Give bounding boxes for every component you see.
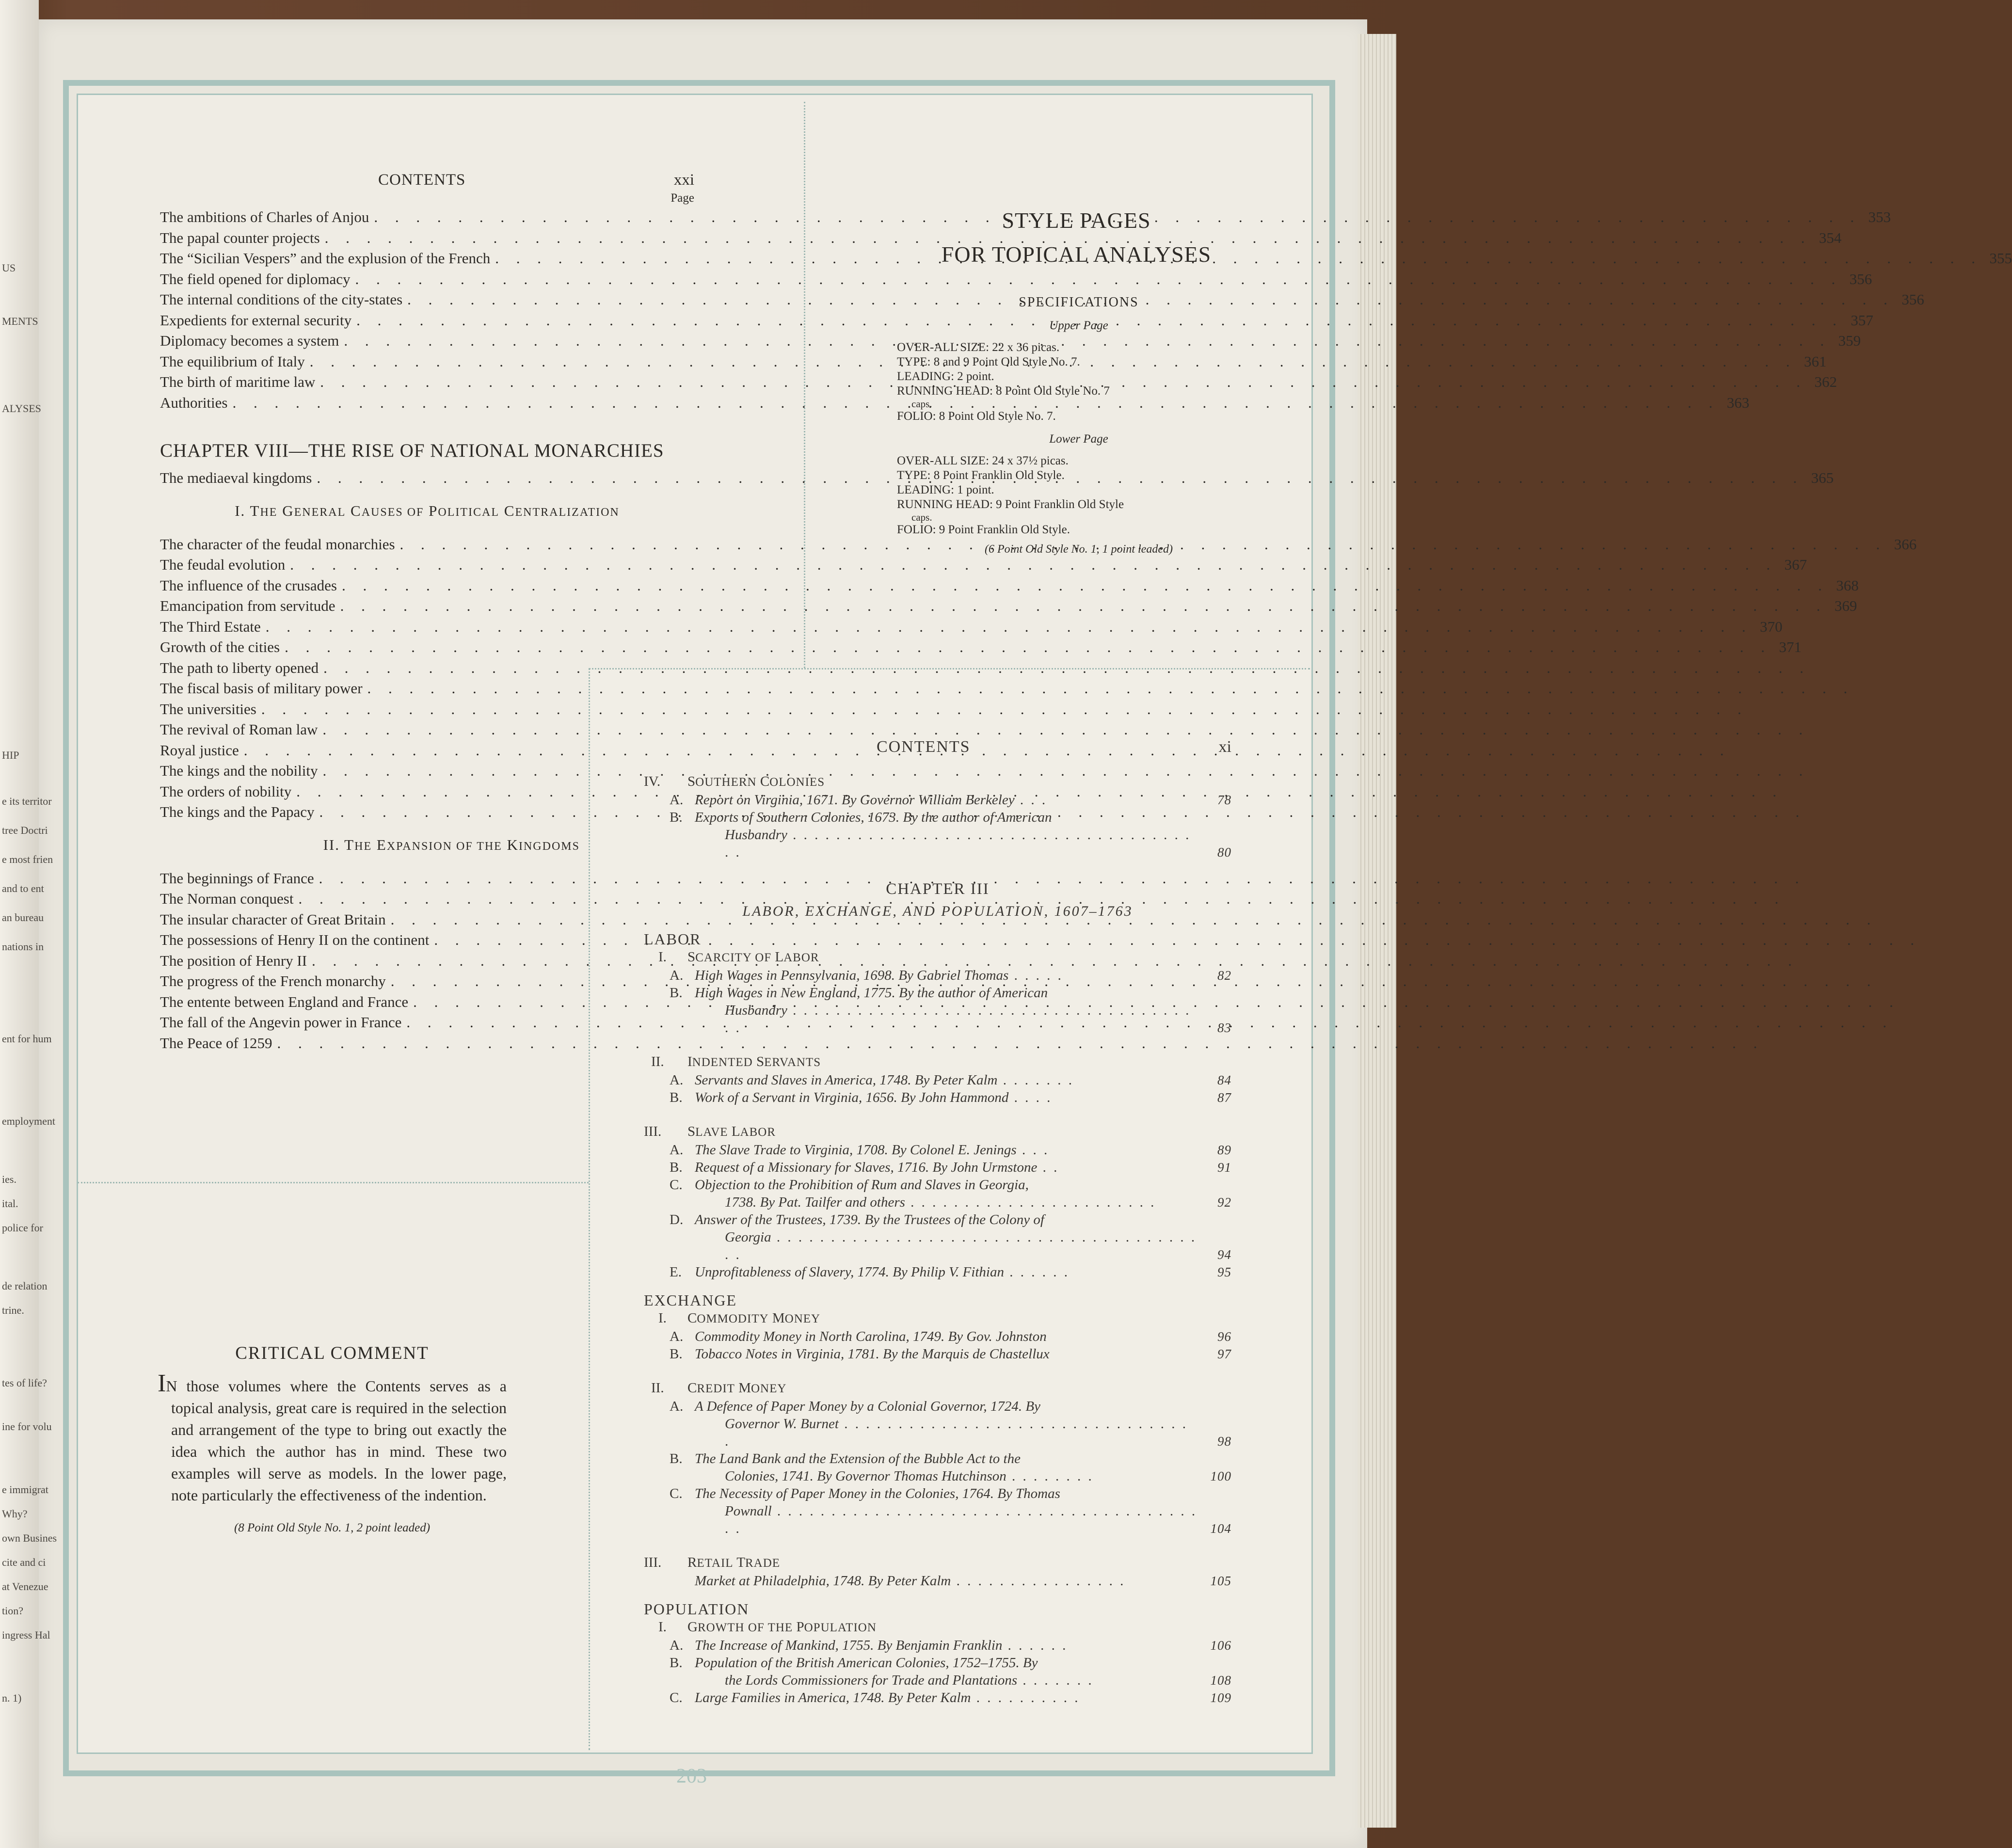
contents-entry: B. Request of a Missionary for Slaves, 1716. By John Urmstone . . 91 [670, 1160, 1231, 1175]
contents-entry-continued: Pownall . . . . . . . . . . . . . . . . . . . . . . . . . . . . . . . . . . . . . . . . . 104 [725, 1503, 1231, 1536]
contents-entry: A. Report on Virginia, 1671. By Governor William Berkeley . . . 78 [670, 792, 1231, 808]
spec-note: (6 Point Old Style No. 1, 1 point leaded) [985, 543, 1173, 556]
chapter-subtitle: LABOR, EXCHANGE, AND POPULATION, 1607–1763 [742, 903, 1133, 919]
running-head [644, 732, 1231, 756]
contents-entry: C. Objection to the Prohibition of Rum and Slaves in Georgia, [670, 1177, 1029, 1193]
facing-page-fragment: ent for hum [2, 1033, 52, 1045]
running-head-title: CONTENTS [877, 738, 971, 756]
toc-entry: Royal justice . . . [160, 740, 578, 761]
facing-page-fragment: employment [2, 1115, 55, 1127]
facing-page-fragment: ine for volu [2, 1420, 52, 1433]
folio: xxi [673, 171, 694, 189]
contents-entry: D. Answer of the Trustees, 1739. By the Trustees of the Colony of [670, 1212, 1044, 1227]
toc-entry: The mediaeval kingdoms . . . 365 [160, 468, 694, 489]
section-heading: II. THE EXPANSION OF THE KINGDOMS [323, 836, 580, 853]
facing-page-fragment: an bureau [2, 911, 44, 924]
facing-page-fragment: HIP [2, 749, 19, 761]
facing-page-fragment: US [2, 262, 16, 274]
style-pages-block [897, 204, 1227, 556]
contents-entry: B. The Land Bank and the Extension of the Bubble Act to the [670, 1451, 1021, 1466]
toc-entry: The Peace of 1259 . . . [160, 1033, 578, 1054]
toc-entry: The feudal evolution . . . 367 [160, 555, 694, 575]
contents-entry: B. Work of a Servant in Virginia, 1656. By John Hammond . . . . 87 [670, 1090, 1231, 1105]
toc-entry: The universities . . . [160, 699, 578, 720]
toc-entry: The position of Henry II . . . [160, 951, 578, 972]
facing-page-fragment: MENTS [2, 315, 38, 327]
toc-entry: The revival of Roman law . . . [160, 719, 578, 740]
toc-entry: The entente between England and France . . . [160, 992, 578, 1013]
facing-page-fragment: and to ent [2, 882, 44, 894]
section-heading: II. INDENTED SERVANTS [651, 1054, 821, 1069]
contents-entry: A. The Increase of Mankind, 1755. By Benjamin Franklin . . . . . . 106 [670, 1638, 1231, 1653]
toc-entry: The papal counter projects . . . 354 [160, 228, 694, 249]
facing-page-fragment: cite and ci [2, 1556, 46, 1568]
contents-entry: B. Population of the British American Colonies, 1752–1755. By [670, 1655, 1038, 1671]
toc-entry: The progress of the French monarchy . . . [160, 971, 578, 992]
toc-entry: The fiscal basis of military power . . . [160, 678, 578, 699]
facing-page-edge [0, 0, 57, 1848]
critical-comment [158, 1343, 507, 1539]
contents-entry: Market at Philadelphia, 1748. By Peter Kalm . . . . . . . . . . . . . . . . 105 [695, 1573, 1231, 1589]
toc-entry: The possessions of Henry II on the continent . . . [160, 930, 578, 951]
contents-entry: A. The Slave Trade to Virginia, 1708. By Colonel E. Jenings . . . 89 [670, 1142, 1231, 1158]
contents-entry: B. Tobacco Notes in Virginia, 1781. By the Marquis de Chastellux 97 [670, 1346, 1231, 1362]
section-heading: III. SLAVE LABOR [644, 1124, 776, 1139]
facing-page-fragment: own Busines [2, 1532, 57, 1544]
section-heading: I. GROWTH OF THE POPULATION [658, 1619, 877, 1635]
toc-entry: The “Sicilian Vespers” and the explusion of the French . . . 355 [160, 248, 694, 269]
toc-entry: The kings and the Papacy . . . [160, 802, 578, 823]
toc-entry: The kings and the nobility . . . [160, 761, 578, 781]
section-heading: III. RETAIL TRADE [644, 1555, 781, 1570]
facing-page-fragment: trine. [2, 1304, 24, 1316]
facing-page-fragment: ies. [2, 1173, 16, 1185]
critical-comment-note: (8 Point Old Style No. 1, 2 point leaded) [234, 1521, 431, 1534]
toc-entry: Growth of the cities . . . 371 [160, 637, 694, 658]
part-heading: EXCHANGE [644, 1291, 737, 1309]
section-heading: I. SCARCITY OF LABOR [658, 949, 819, 965]
facing-page-fragment: Why? [2, 1508, 28, 1520]
chapter-heading: CHAPTER III [886, 880, 990, 898]
facing-page-fragment: n. 1) [2, 1692, 22, 1704]
contents-entry: E. Unprofitableness of Slavery, 1774. By Philip V. Fithian . . . . . . 95 [670, 1264, 1231, 1280]
toc-entry: The internal conditions of the city-states . . . 356 [160, 289, 694, 310]
toc-list-clipped [160, 658, 578, 1054]
section-heading: I. COMMODITY MONEY [658, 1310, 821, 1326]
toc-entry: The birth of maritime law . . . 362 [160, 372, 694, 393]
toc-entry: Emancipation from servitude . . . 369 [160, 596, 694, 617]
upper-page-heading: Upper Page [1049, 319, 1108, 332]
toc-entry: The insular character of Great Britain . . . [160, 909, 578, 930]
toc-entry: The Norman conquest . . . [160, 889, 578, 909]
toc-entry: The Third Estate . . . 370 [160, 617, 694, 637]
facing-page-fragment: tion? [2, 1605, 23, 1617]
contents-entry-continued: Governor W. Burnet . . . . . . . . . . . . . . . . . . . . . . . . . . . . . . . . . 98 [725, 1416, 1231, 1449]
lower-page-heading: Lower Page [1049, 432, 1108, 446]
contents-entry: C. The Necessity of Paper Money in the Colonies, 1764. By Thomas [670, 1486, 1060, 1501]
toc-entry: The equilibrium of Italy . . . 361 [160, 351, 694, 372]
contents-entry: A. Servants and Slaves in America, 1748. By Peter Kalm . . . . . . . 84 [670, 1072, 1231, 1088]
part-heading: POPULATION [644, 1600, 750, 1618]
facing-page-fragment: nations in [2, 940, 44, 953]
section-heading: II. CREDIT MONEY [651, 1380, 787, 1396]
contents-entry-continued: Husbandry . . . . . . . . . . . . . . . . . . . . . . . . . . . . . . . . . . . . . . . 83 [725, 1003, 1231, 1036]
contents-entry-continued: Georgia . . . . . . . . . . . . . . . . . . . . . . . . . . . . . . . . . . . . . . . . . 94 [725, 1229, 1231, 1262]
facing-page-fragment: e its territor [2, 795, 52, 807]
critical-comment-body: IN those volumes where the Contents serves as a topical analysis, great care is required in the selection and arrangement of the type to bring out exactly the idea which the author has in mind. These two examples will serve as models. In the lower page, note particularly the effectiveness of the indention. [158, 1370, 507, 1504]
divider-horizontal-lower [78, 1182, 589, 1183]
contents-entry-continued: Husbandry . . . . . . . . . . . . . . . . . . . . . . . . . . . . . . . . . . . . . . . 80 [725, 827, 1231, 860]
folio: xi [1218, 738, 1231, 756]
facing-page-fragment: at Venezue [2, 1580, 48, 1593]
contents-entry-continued: 1738. By Pat. Tailfer and others . . . . . . . . . . . . . . . . . . . . . . . 92 [725, 1195, 1231, 1210]
running-head [160, 167, 694, 191]
section-heading: I. THE GENERAL CAUSES OF POLITICAL CENTRALIZATION [235, 502, 620, 519]
page-number: 203 [676, 1765, 707, 1787]
facing-page-fragment: ital. [2, 1197, 18, 1210]
facing-page-fragment: tes of life? [2, 1377, 47, 1389]
facing-page-fragment: police for [2, 1222, 43, 1234]
toc-entry: The orders of nobility . . . [160, 781, 578, 802]
toc-entry: The path to liberty opened . . . [160, 658, 578, 679]
running-head-title: CONTENTS [378, 171, 466, 189]
critical-comment-heading: CRITICAL COMMENT [235, 1343, 429, 1363]
drop-cap: I [158, 1370, 166, 1397]
toc-entry: The field opened for diplomacy . . . 356 [160, 269, 694, 290]
toc-entry: Expedients for external security . . . 357 [160, 310, 694, 331]
part-heading: LABOR [644, 930, 702, 948]
page-column-label: Page [671, 191, 694, 205]
toc-entry: Diplomacy becomes a system . . . 359 [160, 331, 694, 351]
contents-entry: A. Commodity Money in North Carolina, 1749. By Gov. Johnston 96 [670, 1329, 1231, 1344]
upper-page-specs: OVER-ALL SIZE: 22 x 36 picas. TYPE: 8 and 9 Point Old Style No. 7. LEADING: 2 point. RUNNING HEAD: 8 Point Old Style No. 7 caps. FOLIO: 8 Point Old Style No. 7. [897, 341, 1110, 423]
facing-page-fragment: tree Doctri [2, 824, 48, 836]
section-heading: IV. SOUTHERN COLONIES [644, 774, 825, 789]
toc-entry: The ambitions of Charles of Anjou . . . 353 [160, 207, 694, 228]
lower-page-contents [644, 732, 1231, 1706]
facing-page-fragment: ALYSES [2, 402, 41, 414]
facing-page-fragment: e immigrat [2, 1483, 48, 1496]
toc-entry: The influence of the crusades . . . 368 [160, 575, 694, 596]
toc-entry: Authorities . . . 363 [160, 393, 694, 414]
chapter-heading: CHAPTER VIII—THE RISE OF NATIONAL MONARCHIES [160, 440, 664, 461]
contents-entry-continued: Colonies, 1741. By Governor Thomas Hutchinson . . . . . . . . 100 [725, 1468, 1231, 1484]
toc-entry: The beginnings of France . . . [160, 868, 578, 889]
facing-page-fragment: de relation [2, 1280, 48, 1292]
contents-entry: C. Large Families in America, 1748. By Peter Kalm . . . . . . . . . . 109 [670, 1690, 1231, 1705]
contents-entry: A. High Wages in Pennsylvania, 1698. By Gabriel Thomas . . . . . 82 [670, 968, 1231, 983]
toc-entry: The fall of the Angevin power in France . . . [160, 1012, 578, 1033]
facing-page-fragment: ingress Hal [2, 1629, 50, 1641]
style-title: STYLE PAGES FOR TOPICAL ANALYSES [941, 208, 1212, 267]
toc-entry: The character of the feudal monarchies . . . 366 [160, 534, 694, 555]
facing-page-fragment: e most frien [2, 853, 53, 865]
contents-entry: B. High Wages in New England, 1775. By the author of American [670, 985, 1048, 1001]
specifications-heading: SPECIFICATIONS [1019, 295, 1139, 310]
contents-entry-continued: the Lords Commissioners for Trade and Plantations . . . . . . . 108 [725, 1673, 1231, 1688]
contents-entry: B. Exports of Southern Colonies, 1673. By the author of American [670, 810, 1052, 825]
lower-page-specs: OVER-ALL SIZE: 24 x 37½ picas. TYPE: 8 Point Franklin Old Style. LEADING: 1 point. RUNNING HEAD: 9 Point Franklin Old Style caps. FOLIO: 9 Point Franklin Old Style. [897, 454, 1124, 536]
contents-entry: A. A Defence of Paper Money by a Colonial Governor, 1724. By [670, 1399, 1041, 1414]
